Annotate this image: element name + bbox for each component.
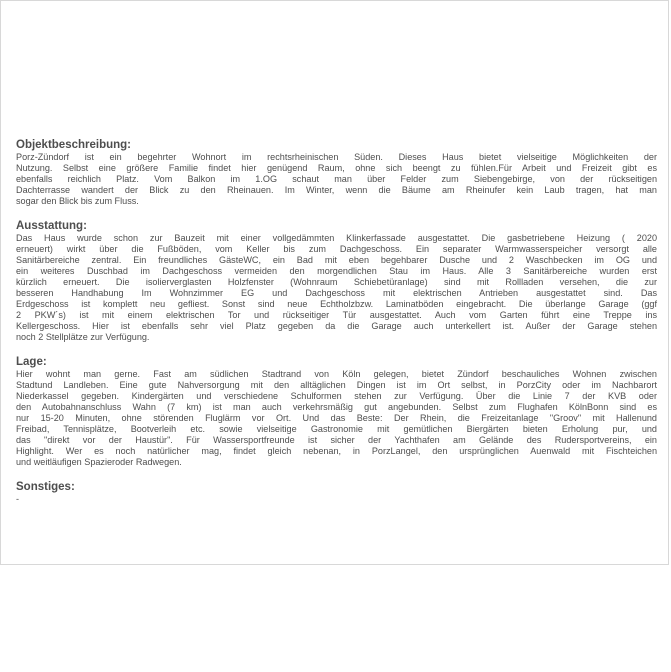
text-line: noch 2 Stellplätze zur Verfügung. bbox=[16, 332, 150, 342]
text-line: und weitläufigen Spazieroder Radwegen. bbox=[16, 457, 182, 467]
section-paragraph bbox=[16, 494, 657, 505]
section-lage bbox=[16, 356, 657, 468]
text-line: das "direkt vor der Haustür". Für Wassersportfreunde ist sicher der Yachthafen am Gelände des Rudersportvereins, ein bbox=[16, 435, 657, 445]
text-line: Niederkassel gegeben. Kindergärten und verschiedene Schulformen stehen zur Verfügung. Über die Linie 7 der KVB oder bbox=[16, 391, 657, 401]
section-ausstattung bbox=[16, 220, 657, 343]
text-line: Porz-Zündorf ist ein begehrter Wohnort im rechtsrheinischen Süden. Dieses Haus bietet vielseitige Möglichkeiten der bbox=[16, 152, 657, 162]
text-line: erneuert) wirkt über die Fußböden, vom Keller bis zum Dachgeschoss. Ein separater Warmwasserspeicher versorgt alle bbox=[16, 244, 657, 254]
text-line: Sanitärbereiche zentral. Ein freundliches GästeWC, ein Bad mit eben begehbarer Dusche und 2 Waschbecken im OG und bbox=[16, 255, 657, 265]
section-sonstiges bbox=[16, 481, 657, 505]
text-line: Hier wohnt man gerne. Fast am südlichen Stadtrand von Köln gelegen, bietet Zündorf beschauliches Wohnen zwischen bbox=[16, 369, 657, 379]
section-paragraph bbox=[16, 369, 657, 468]
text-line: sogar den Blick bis zum Fluss. bbox=[16, 196, 139, 206]
expose-text bbox=[16, 139, 657, 518]
section-heading: Lage: bbox=[16, 356, 47, 368]
text-line: nur 15-20 Minuten, ohne störenden Fluglärm vor Ort. Und das Beste: Der Rhein, die Freizeitanlage "Groov" mit Hallenund bbox=[16, 413, 657, 423]
text-line: Dachterrasse wandert der Blick zu den Rheinauen. Im Winter, wenn die Bäume am Rheinufer kein Laub tragen, hat man bbox=[16, 185, 657, 195]
text-line: den Autobahnanschluss Wahn (7 km) ist man auch verkehrsmäßig gut angebunden. Selbst zum Flughafen KölnBonn sind es bbox=[16, 402, 657, 412]
text-line: Freibad, Tennisplätze, Bootverleih etc. sowie vielseitige Gastronomie mit gemütlichen Biergärten bieten Erholung pur, und bbox=[16, 424, 657, 434]
section-heading: Sonstiges: bbox=[16, 481, 75, 493]
text-line: kürzlich erneuert. Die isolierverglasten Holzfenster (Wohnraum Schiebetüranlage) sind mit Rollladen versehen, die zur bbox=[16, 277, 657, 287]
text-line: Kellergeschoss. Hier ist ebenfalls sehr viel Platz gegeben da die Garage auch unterkellert ist. Außer der Garage stehen bbox=[16, 321, 657, 331]
text-line: besseren Handhabung Im Wohnzimmer EG und Dachgeschoss mit elektrischen Antrieben ausgestattet sind. Das bbox=[16, 288, 657, 298]
section-objektbeschreibung bbox=[16, 139, 657, 207]
text-line: ein weiteres Duschbad im Dachgeschoss vermeiden den morgendlichen Stau im Haus. Alle 3 Sanitärbereiche wurden erst bbox=[16, 266, 657, 276]
section-paragraph bbox=[16, 233, 657, 343]
text-line: Highlight. Wer es noch natürlicher mag, findet gleich nebenan, in PorzLangel, den ursprünglichen Auenwald mit Fischteichen bbox=[16, 446, 657, 456]
text-line: Erdgeschoss ist komplett neu gefliest. Sonst sind neue Echtholzbzw. Laminatböden eingebracht. Die überlange Garage (ggf bbox=[16, 299, 657, 309]
text-line: Nutzung. Selbst eine größere Familie findet hier genügend Raum, ohne sich beengt zu fühlen.Für Arbeit und Freizeit gibt es bbox=[16, 163, 657, 173]
text-line: - bbox=[16, 494, 20, 504]
section-heading: Ausstattung: bbox=[16, 220, 87, 232]
text-line: Das Haus wurde schon zur Bauzeit mit einer vollgedämmten Klinkerfassade ausgestattet. Die gasbetriebene Heizung ( 2020 bbox=[16, 233, 657, 243]
text-line: Stadtund Landleben. Eine gute Nahversorgung mit den alltäglichen Dingen ist im Ort selbst, in PorzCity oder im Nachbarort bbox=[16, 380, 657, 390]
section-heading: Objektbeschreibung: bbox=[16, 139, 132, 151]
text-line: 2 PKW´s) ist mit einem elektrischen Tor und rückseitiger Tür ausgestattet. Auch vom Garten führt eine Treppe ins bbox=[16, 310, 657, 320]
section-paragraph bbox=[16, 152, 657, 207]
text-line: ebenfalls reichlich Platz. Vom Balkon im 1.OG schaut man über Felder zum Siebengebirge, von der rückseitigen bbox=[16, 174, 657, 184]
